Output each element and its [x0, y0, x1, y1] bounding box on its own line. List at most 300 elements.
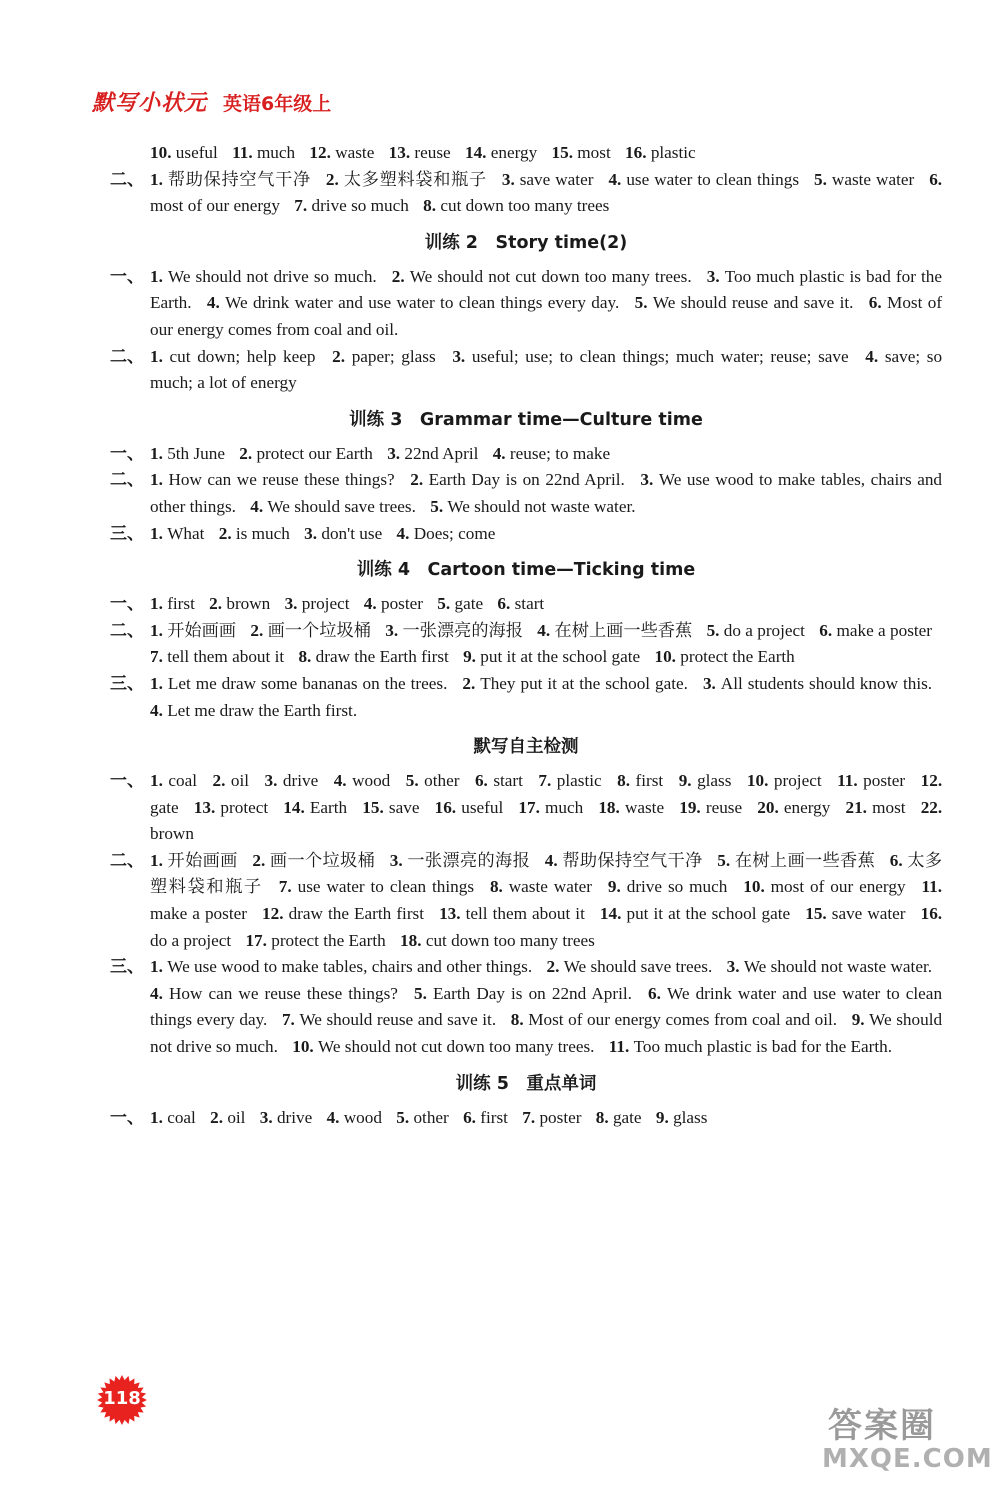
answer-item: 7. plastic	[538, 771, 602, 791]
answer-text: project	[773, 771, 822, 791]
group-marker: 一、	[110, 443, 144, 464]
answer-item: 12. gate	[150, 771, 943, 817]
answer-text: 5th June	[167, 443, 225, 463]
answer-item: 11. Too much plastic is bad for the Earth.	[608, 1037, 893, 1057]
answer-text: brown	[150, 824, 194, 844]
answer-number: 7	[538, 771, 547, 791]
section-title: 默写自主检测	[473, 737, 579, 758]
answer-number: 4	[250, 496, 259, 516]
group-marker: 一、	[110, 266, 144, 287]
answer-item: 1. 5th June	[150, 443, 225, 463]
answer-item: 11. make a poster	[150, 877, 943, 924]
answer-text: put it at the school gate	[480, 647, 641, 667]
answer-item: 10. project	[746, 771, 822, 791]
answer-item: 1. We should not drive so much.	[150, 266, 377, 286]
answer-number: 4	[544, 850, 554, 870]
answer-group	[110, 954, 942, 1060]
answer-text: do a project	[723, 620, 805, 640]
answer-text: Let me draw some bananas on the trees.	[167, 673, 448, 693]
answer-text: do a project	[150, 930, 232, 950]
answer-text: reuse	[705, 797, 743, 817]
answer-item: 1. coal	[150, 771, 198, 791]
answer-number: 6	[463, 1107, 472, 1127]
answer-text: paper; glass	[351, 346, 436, 366]
answer-number: 7	[278, 877, 288, 897]
answer-number: 8	[423, 196, 432, 216]
answer-text: We should save trees.	[267, 496, 416, 516]
answer-number: 9	[607, 877, 617, 897]
watermark-text: 答案圈	[828, 1406, 936, 1446]
answer-number: 10	[150, 143, 168, 162]
answer-group	[110, 467, 942, 520]
answer-group	[110, 591, 942, 618]
answer-number: 18	[598, 797, 616, 817]
answer-item: 2. protect our Earth	[239, 443, 373, 463]
answer-text: make a poster	[836, 620, 933, 640]
answer-text: 开始画画	[167, 620, 237, 640]
answer-item: 9. We should not drive so much.	[150, 1010, 943, 1057]
answer-number: 1	[150, 266, 159, 286]
answer-number: 2	[325, 169, 335, 189]
answer-text: protect	[220, 797, 269, 817]
answer-item: 11. poster	[837, 771, 906, 791]
answer-item: 5. 在树上画一些香蕉	[717, 850, 876, 870]
answer-number: 5	[414, 983, 423, 1003]
answer-number: 19	[679, 797, 697, 817]
answer-number: 3	[726, 957, 736, 977]
answer-number: 18	[400, 930, 418, 950]
answer-number: 1	[150, 169, 159, 189]
answer-number: 16	[625, 143, 643, 162]
answer-text: poster	[863, 771, 906, 791]
answer-item: 5. gate	[437, 594, 484, 614]
answer-number: 8	[595, 1107, 605, 1127]
answer-number: 2	[332, 346, 341, 366]
answer-number: 6	[889, 850, 899, 870]
answer-number: 13	[388, 143, 406, 162]
answer-item: 4. How can we reuse these things?	[150, 983, 398, 1003]
answer-item: 2. Earth Day is on 22nd April.	[410, 470, 625, 490]
page-header	[92, 86, 331, 116]
answer-number: 8	[489, 877, 499, 897]
answer-item: 7. use water to clean things	[278, 877, 475, 897]
answer-item: 6. first	[463, 1107, 508, 1127]
answer-text: much	[256, 143, 296, 162]
answer-text: Most of our energy comes from coal and oil.	[528, 1010, 838, 1030]
answer-item: 5. waste water	[814, 169, 915, 189]
answer-item: 7. We should reuse and save it.	[281, 1010, 497, 1030]
answer-text: What	[167, 523, 205, 543]
answer-item: 2. paper; glass	[332, 346, 436, 366]
answer-item: 4. reuse; to make	[492, 443, 611, 463]
answer-item: 1. coal	[150, 1107, 196, 1127]
answer-number: 5	[706, 620, 716, 640]
answer-item: 15. most	[551, 143, 611, 162]
answer-number: 3	[389, 850, 399, 870]
answer-number: 4	[206, 293, 216, 313]
page-number-badge	[96, 1374, 148, 1426]
answer-number: 4	[865, 346, 874, 366]
answer-item: 12. waste	[309, 143, 375, 162]
answer-number: 3	[706, 266, 716, 286]
answer-number: 1	[150, 1107, 159, 1127]
answer-number: 15	[805, 904, 823, 924]
answer-number: 13	[439, 904, 457, 924]
answer-item: 3. project	[284, 594, 350, 614]
answer-item: 9. put it at the school gate	[463, 647, 641, 667]
answer-number: 1	[150, 850, 159, 870]
answer-text: drive so much	[311, 196, 409, 216]
answer-item: 13. protect	[193, 797, 269, 817]
answer-text: oil	[230, 771, 250, 791]
answer-text: We should not drive so much.	[167, 266, 377, 286]
group-marker: 一、	[110, 771, 144, 792]
answer-number: 6	[497, 594, 507, 614]
answer-item: 7. drive so much	[294, 196, 409, 216]
answer-number: 9	[678, 771, 688, 791]
answer-text: Earth Day is on 22nd April.	[428, 470, 625, 490]
answer-text: They put it at the school gate.	[480, 673, 688, 693]
answer-item: 18. cut down too many trees	[400, 930, 595, 950]
answer-text: Too much plastic is bad for the Earth.	[150, 266, 943, 313]
answer-number: 21	[845, 797, 863, 817]
answer-text: other	[424, 771, 460, 791]
answer-text: 一张漂亮的海报	[407, 850, 531, 870]
answer-item: 4. wood	[333, 771, 391, 791]
section-title: 训练 2 Story time(2)	[424, 232, 628, 253]
answer-text: We use wood to make tables, chairs and other things.	[167, 957, 533, 977]
answer-item: 2. 画一个垃圾桶	[250, 620, 371, 640]
answer-number: 20	[757, 797, 775, 817]
answer-item: 1. first	[150, 594, 195, 614]
answer-text: How can we reuse these things?	[168, 983, 398, 1003]
answer-item: 2. brown	[209, 594, 271, 614]
answer-number: 5	[396, 1107, 405, 1127]
answer-number: 1	[150, 523, 159, 543]
watermark-logo	[822, 1398, 992, 1482]
answer-number: 1	[150, 346, 159, 366]
book-brand: 默写小状元	[92, 91, 208, 116]
answer-item: 4. We should save trees.	[250, 496, 416, 516]
answer-number: 7	[281, 1010, 291, 1030]
answer-text: plastic	[650, 143, 696, 162]
answer-text: oil	[227, 1107, 246, 1127]
answer-text: We should reuse and save it.	[299, 1010, 497, 1030]
answer-text: 太多塑料袋和瓶子	[150, 850, 943, 897]
answer-number: 8	[510, 1010, 520, 1030]
answer-number: 6	[648, 983, 657, 1003]
answer-group	[110, 344, 942, 397]
answer-number: 4	[396, 523, 406, 543]
answer-group	[110, 167, 942, 220]
answer-item: 2. We should not cut down too many trees.	[391, 266, 692, 286]
answer-item: 3. 22nd April	[387, 443, 479, 463]
answer-item: 17. protect the Earth	[245, 930, 386, 950]
answer-item: 2. oil	[212, 771, 250, 791]
answer-item: 17. much	[518, 797, 584, 817]
answer-number: 6	[929, 169, 938, 189]
answer-item: 2. 画一个垃圾桶	[252, 850, 376, 870]
answer-text: waste	[624, 797, 665, 817]
answer-item: 8. waste water	[489, 877, 592, 897]
answer-text: draw the Earth first	[288, 904, 425, 924]
section-title: 训练 4 Cartoon time—Ticking time	[356, 560, 696, 581]
answer-text: We drink water and use water to clean things every day.	[150, 983, 943, 1030]
answer-item: 2. They put it at the school gate.	[462, 673, 688, 693]
answer-item: 3. don't use	[304, 523, 383, 543]
answer-number: 10	[292, 1037, 310, 1057]
answer-item: 16. do a project	[150, 904, 943, 950]
answer-text: first	[635, 771, 664, 791]
answer-text: protect the Earth	[680, 647, 795, 667]
answer-item: 1. Let me draw some bananas on the trees.	[150, 673, 448, 693]
answer-text: 22nd April	[404, 443, 479, 463]
answer-item: 8. first	[617, 771, 664, 791]
answer-text: save; so much; a lot of energy	[150, 346, 943, 393]
answer-text: wood	[352, 771, 391, 791]
answer-item: 5. other	[396, 1107, 449, 1127]
answer-item: 15. save	[362, 797, 420, 817]
answer-text: waste water	[831, 169, 915, 189]
answer-text: save water	[831, 904, 906, 924]
answer-item: 1. What	[150, 523, 205, 543]
answer-text: We should reuse and save it.	[652, 293, 854, 313]
answer-number: 16	[434, 797, 452, 817]
answer-number: 4	[363, 594, 373, 614]
answer-number: 1	[150, 771, 159, 791]
answer-item: 4. Does; come	[396, 523, 496, 543]
answer-text: protect our Earth	[256, 443, 373, 463]
answer-text: We should not waste water.	[447, 496, 636, 516]
answer-item: 7. tell them about it	[150, 647, 285, 667]
answer-item: 4. Let me draw the Earth first.	[150, 700, 358, 720]
answer-text: gate	[454, 594, 484, 614]
answer-number: 9	[463, 647, 472, 667]
answer-text: other	[413, 1107, 449, 1127]
answer-number: 5	[430, 496, 439, 516]
answer-item: 1. How can we reuse these things?	[150, 470, 395, 490]
answer-number: 11	[232, 143, 249, 162]
answer-number: 4	[492, 443, 502, 463]
answer-number: 15	[551, 143, 569, 162]
answer-number: 1	[150, 443, 159, 463]
answer-number: 2	[252, 850, 261, 870]
answer-text: glass	[673, 1107, 708, 1127]
answer-group	[110, 264, 942, 344]
group-marker: 三、	[110, 673, 144, 694]
answer-number: 2	[218, 523, 228, 543]
answer-text: waste water	[508, 877, 592, 897]
answer-text: useful	[175, 143, 218, 162]
answer-item: 8. draw the Earth first	[298, 647, 449, 667]
answer-item: 5. other	[405, 771, 460, 791]
answer-number: 5	[717, 850, 726, 870]
answer-item: 6. most of our energy	[150, 169, 943, 216]
answer-text: We use wood to make tables, chairs and other things.	[150, 470, 943, 516]
answer-text: 画一个垃圾桶	[269, 850, 376, 870]
answer-item: 2. is much	[218, 523, 290, 543]
answer-item: 1. 帮助保持空气干净	[150, 169, 311, 189]
answer-text: gate	[150, 797, 179, 817]
answer-number: 13	[193, 797, 211, 817]
answer-group	[110, 618, 942, 671]
answer-text: 画一个垃圾桶	[267, 620, 371, 640]
answer-number: 3	[284, 594, 294, 614]
answer-item: 13. tell them about it	[439, 904, 585, 924]
answer-item: 14. Earth	[283, 797, 348, 817]
answer-number: 3	[264, 771, 274, 791]
answer-group	[110, 521, 942, 548]
answer-text: Does; come	[413, 523, 496, 543]
answer-item: 15. save water	[805, 904, 906, 924]
answer-item: 10. useful	[150, 143, 218, 162]
answer-item: 2. 太多塑料袋和瓶子	[325, 169, 487, 189]
answer-item: 1. 开始画画	[150, 850, 238, 870]
answer-number: 12	[262, 904, 280, 924]
answer-text: 在树上画一些香蕉	[554, 620, 693, 640]
answer-item: 5. Earth Day is on 22nd April.	[414, 983, 632, 1003]
answer-text: drive	[276, 1107, 313, 1127]
answer-text: All students should know this.	[720, 673, 933, 693]
group-marker: 一、	[110, 594, 144, 615]
answer-text: We should not waste water.	[743, 957, 933, 977]
answer-item: 4. save; so much; a lot of energy	[150, 346, 943, 393]
answer-text: cut down too many trees	[440, 196, 610, 216]
answer-number: 6	[868, 293, 878, 313]
answer-text: start	[514, 594, 545, 614]
answer-item: 3. All students should know this.	[702, 673, 933, 693]
answer-number: 3	[387, 443, 396, 463]
answer-text: We should not cut down too many trees.	[409, 266, 692, 286]
answer-number: 3	[304, 523, 313, 543]
answer-text: plastic	[556, 771, 602, 791]
answer-text: put it at the school gate	[626, 904, 791, 924]
answer-text: 太多塑料袋和瓶子	[343, 169, 487, 189]
answer-item: 9. glass	[678, 771, 732, 791]
answer-number: 3	[452, 346, 461, 366]
answer-number: 3	[501, 169, 511, 189]
answer-item: 4. use water to clean things	[608, 169, 800, 189]
answer-text: use water to clean things	[297, 877, 475, 897]
answer-number: 2	[391, 266, 401, 286]
answer-item: 16. plastic	[625, 143, 696, 162]
answer-text: We drink water and use water to clean things every day.	[225, 293, 620, 313]
answer-item: 3. useful; use; to clean things; much water; reuse; save	[452, 346, 849, 366]
answer-item: 9. glass	[655, 1107, 708, 1127]
answer-number: 1	[150, 594, 159, 614]
answer-item: 5. We should not waste water.	[430, 496, 636, 516]
answer-item: 5. do a project	[706, 620, 805, 640]
answer-number: 10	[654, 647, 672, 667]
answer-text: tell them about it	[465, 904, 585, 924]
answer-item: 8. gate	[595, 1107, 642, 1127]
answer-number: 4	[537, 620, 546, 640]
answer-text: poster	[380, 594, 423, 614]
answer-item: 6. We drink water and use water to clean things every day.	[150, 983, 943, 1030]
answer-group	[110, 671, 942, 724]
answer-item: 8. Most of our energy comes from coal and oil.	[510, 1010, 838, 1030]
answer-text: draw the Earth first	[315, 647, 449, 667]
answer-number: 6	[474, 771, 484, 791]
answer-text: We should not cut down too many trees.	[318, 1037, 595, 1057]
answer-item: 12. draw the Earth first	[262, 904, 425, 924]
answer-number: 2	[546, 957, 556, 977]
answer-item: 4. wood	[326, 1107, 382, 1127]
answer-item: 6. start	[497, 594, 545, 614]
section-title: 训练 5 重点单词	[455, 1073, 597, 1094]
answer-text: make a poster	[150, 904, 247, 924]
answer-item: 3. 一张漂亮的海报	[385, 620, 523, 640]
answer-item: 3. drive	[264, 771, 319, 791]
book-subject: 英语6年级上	[223, 93, 332, 115]
watermark-url: MXQE.COM	[822, 1444, 993, 1474]
answer-item: 3. We use wood to make tables, chairs and other things.	[150, 470, 943, 516]
answer-text: Earth Day is on 22nd April.	[433, 983, 632, 1003]
answer-text: most	[577, 143, 611, 162]
answer-item: 3. Too much plastic is bad for the Earth.	[150, 266, 943, 313]
answer-number: 5	[405, 771, 415, 791]
answer-number: 7	[150, 647, 159, 667]
answer-text: protect the Earth	[271, 930, 386, 950]
answer-text: energy	[490, 143, 538, 162]
answer-text: project	[301, 594, 350, 614]
answer-item: 14. put it at the school gate	[599, 904, 791, 924]
answer-item: 22. brown	[150, 797, 943, 844]
answer-number: 10	[746, 771, 765, 791]
page-number: 118	[103, 1388, 141, 1409]
answer-item: 10. We should not cut down too many trees.	[292, 1037, 595, 1057]
answer-number: 2	[210, 1107, 219, 1127]
answer-text: How can we reuse these things?	[168, 470, 395, 490]
answer-item: 1. 开始画画	[150, 620, 237, 640]
answer-number: 2	[212, 771, 222, 791]
answer-text: start	[493, 771, 523, 791]
answer-item: 1. We use wood to make tables, chairs and other things.	[150, 957, 533, 977]
answer-text: Too much plastic is bad for the Earth.	[633, 1037, 893, 1057]
answer-item: 3. save water	[501, 169, 594, 189]
answer-number: 14	[283, 797, 301, 817]
answer-item: 3. drive	[259, 1107, 313, 1127]
answer-number: 4	[150, 983, 159, 1003]
answer-number: 1	[150, 620, 159, 640]
answer-item: 3. We should not waste water.	[726, 957, 933, 977]
answer-text: 开始画画	[167, 850, 238, 870]
answer-item: 6. start	[474, 771, 523, 791]
answer-item: 7. poster	[522, 1107, 582, 1127]
group-marker: 二、	[110, 346, 144, 367]
answer-number: 12	[920, 771, 938, 791]
answer-text: 帮助保持空气干净	[167, 169, 311, 189]
answer-item: 16. useful	[434, 797, 504, 817]
answer-group	[110, 1105, 942, 1132]
answer-item: 13. reuse	[388, 143, 451, 162]
answer-text: first	[167, 594, 195, 614]
answer-number: 5	[437, 594, 446, 614]
answer-text: Let me draw the Earth first.	[167, 700, 358, 720]
answer-number: 3	[385, 620, 394, 640]
answer-item: 10. protect the Earth	[654, 647, 795, 667]
answer-group	[110, 848, 942, 954]
group-marker: 一、	[110, 1107, 144, 1128]
answer-text: 在树上画一些香蕉	[734, 850, 876, 870]
answer-group	[110, 768, 942, 848]
answer-number: 7	[522, 1107, 531, 1127]
answer-number: 7	[294, 196, 303, 216]
answer-item: 4. poster	[363, 594, 423, 614]
answer-item: 2. We should save trees.	[546, 957, 713, 977]
answer-text: waste	[335, 143, 375, 162]
answer-number: 8	[617, 771, 626, 791]
